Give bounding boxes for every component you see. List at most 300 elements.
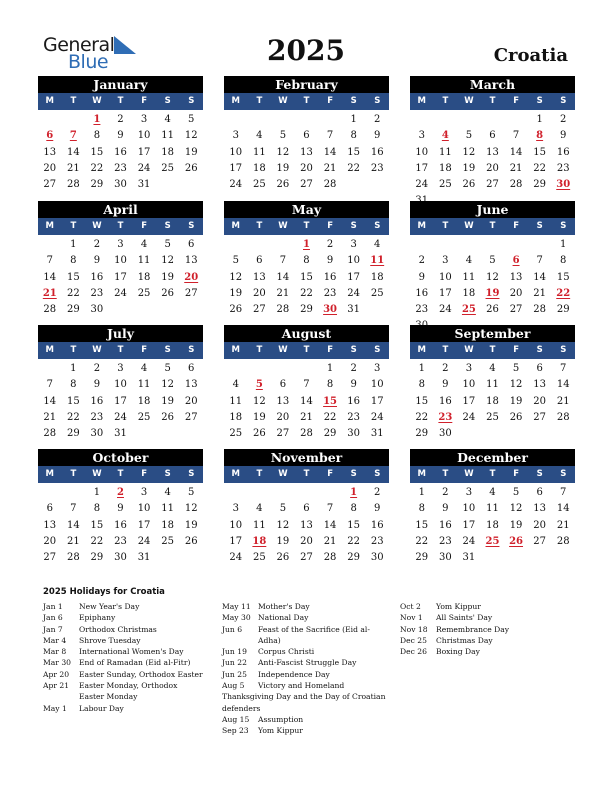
holiday-name: Boxing Day — [436, 647, 480, 657]
day-cell: 30 — [90, 428, 104, 440]
holiday-date: Apr 21 — [43, 681, 70, 691]
holiday-name: Feast of the Sacrifice (Eid al-Adha) — [258, 624, 370, 645]
brand-word-general: General — [43, 34, 115, 56]
empty-day-cell — [224, 112, 248, 128]
day-cell: 2 — [418, 255, 425, 267]
day-cell: 20 — [184, 395, 198, 407]
day-cell: 29 — [415, 428, 429, 440]
holiday-date: Mar 8 — [43, 647, 67, 657]
day-cell: 17 — [229, 162, 243, 174]
day-cell: 21 — [43, 411, 57, 423]
day-cell: 17 — [438, 287, 452, 299]
day-cell: 12 — [276, 146, 290, 158]
day-cell: 25 — [486, 411, 499, 423]
day-cell: 13 — [486, 146, 499, 158]
day-cell: 7 — [303, 379, 310, 391]
weekday-label: F — [513, 221, 519, 231]
day-cell: 12 — [184, 503, 198, 515]
day-cell: 21 — [300, 411, 313, 423]
weekday-label: T — [489, 345, 496, 355]
weekday-label: W — [92, 96, 102, 106]
empty-day-cell — [248, 112, 272, 128]
weekday-label: F — [141, 96, 147, 106]
holiday-entry — [400, 612, 565, 623]
month-august — [224, 325, 389, 442]
day-cell: 23 — [90, 287, 104, 299]
empty-day-cell — [38, 485, 62, 501]
weekday-label: W — [92, 345, 102, 355]
month-january — [38, 76, 203, 193]
day-cell: 27 — [533, 411, 546, 423]
day-cell: 28 — [66, 552, 80, 564]
month-title: May — [224, 201, 389, 218]
day-cell: 9 — [350, 379, 357, 391]
day-cell: 24 — [415, 179, 429, 191]
day-cell: 13 — [43, 519, 57, 531]
weekday-label: S — [350, 96, 357, 106]
day-cell: 6 — [256, 255, 263, 267]
holiday-name: International Women's Day — [79, 647, 184, 657]
holiday-date: Dec 25 — [400, 635, 427, 645]
day-cell: 9 — [117, 503, 124, 515]
holiday-date: Jun 25 — [222, 669, 247, 679]
holiday-day-cell: 7 — [69, 130, 77, 142]
day-cell: 10 — [229, 146, 243, 158]
day-cell: 25 — [252, 179, 266, 191]
day-cell: 24 — [462, 535, 476, 547]
day-cell: 9 — [93, 255, 101, 267]
weekday-label: T — [303, 221, 310, 231]
day-cell: 7 — [512, 130, 520, 142]
day-cell: 21 — [556, 395, 570, 407]
day-cell: 10 — [114, 379, 127, 391]
weekday-label: S — [188, 96, 195, 106]
holiday-day-cell: 25 — [461, 304, 476, 316]
day-cell: 13 — [300, 519, 313, 531]
day-cell: 20 — [509, 287, 523, 299]
empty-day-cell — [62, 112, 86, 128]
day-cell: 4 — [489, 363, 496, 374]
day-cell: 15 — [90, 519, 104, 531]
day-cell: 14 — [509, 146, 523, 158]
day-cell: 18 — [370, 271, 384, 283]
weekday-label: S — [374, 96, 381, 106]
day-cell: 26 — [161, 411, 174, 423]
day-grid — [410, 361, 575, 442]
day-cell: 11 — [161, 503, 174, 515]
weekday-header — [410, 93, 575, 110]
day-cell: 27 — [300, 552, 313, 564]
day-cell: 29 — [300, 304, 313, 316]
month-title: April — [38, 201, 203, 218]
day-cell: 22 — [415, 535, 429, 547]
empty-day-cell — [248, 237, 272, 253]
holiday-entry — [43, 657, 203, 668]
day-cell: 16 — [90, 395, 104, 407]
holiday-name: Epiphany — [79, 613, 116, 623]
empty-day-cell — [38, 237, 62, 253]
weekday-label: W — [278, 221, 288, 231]
weekday-label: S — [374, 221, 381, 231]
weekday-label: F — [141, 469, 147, 479]
day-cell: 18 — [161, 146, 174, 158]
empty-day-cell — [224, 485, 248, 501]
day-cell: 8 — [303, 255, 310, 267]
day-cell: 31 — [114, 428, 127, 440]
holiday-name: Orthodox Christmas — [79, 624, 157, 634]
empty-day-cell — [295, 485, 319, 501]
day-cell: 28 — [323, 552, 337, 564]
day-cell: 20 — [533, 395, 546, 407]
day-cell: 24 — [438, 304, 452, 316]
day-cell: 3 — [465, 363, 473, 374]
day-cell: 2 — [442, 487, 449, 498]
day-cell: 3 — [140, 114, 148, 125]
day-cell: 15 — [347, 146, 360, 158]
day-grid — [38, 361, 203, 442]
weekday-header — [38, 342, 203, 359]
day-cell: 28 — [323, 179, 337, 191]
day-cell: 19 — [276, 535, 290, 547]
day-cell: 12 — [509, 379, 523, 391]
day-cell: 30 — [438, 428, 452, 440]
holiday-date: Aug 5 — [222, 681, 245, 691]
weekday-label: F — [327, 96, 333, 106]
holiday-name: Easter Sunday, Orthodox Easter — [79, 669, 203, 679]
weekday-label: S — [536, 469, 543, 479]
day-cell: 25 — [229, 428, 243, 440]
day-grid — [224, 485, 389, 566]
day-cell: 24 — [370, 411, 384, 423]
brand-triangle-icon — [114, 36, 136, 54]
day-cell: 5 — [164, 239, 171, 250]
weekday-label: S — [188, 345, 195, 355]
day-cell: 10 — [347, 255, 360, 267]
weekday-label: S — [536, 221, 543, 231]
day-cell: 14 — [300, 395, 313, 407]
day-cell: 12 — [229, 271, 243, 283]
day-cell: 2 — [93, 239, 101, 250]
holiday-entry — [222, 646, 392, 657]
day-cell: 2 — [442, 363, 449, 374]
day-cell: 4 — [140, 363, 148, 374]
day-cell: 14 — [66, 146, 80, 158]
day-cell: 8 — [560, 255, 567, 267]
day-cell: 19 — [161, 395, 174, 407]
day-cell: 19 — [276, 162, 290, 174]
empty-day-cell — [457, 112, 481, 128]
weekday-header — [410, 342, 575, 359]
day-cell: 14 — [533, 271, 546, 283]
holiday-date: Dec 26 — [400, 647, 427, 657]
day-cell: 16 — [347, 395, 360, 407]
day-cell: 13 — [43, 146, 57, 158]
day-cell: 5 — [279, 503, 287, 515]
day-cell: 25 — [137, 287, 151, 299]
weekday-label: M — [231, 345, 241, 355]
month-april — [38, 201, 203, 318]
weekday-label: S — [536, 345, 543, 355]
day-cell: 4 — [256, 503, 263, 515]
day-cell: 18 — [486, 395, 499, 407]
weekday-label: S — [164, 96, 171, 106]
weekday-label: T — [303, 469, 310, 479]
empty-day-cell — [434, 112, 458, 128]
weekday-label: F — [327, 469, 333, 479]
day-cell: 27 — [486, 179, 499, 191]
day-cell: 27 — [184, 411, 198, 423]
day-cell: 21 — [276, 287, 290, 299]
day-cell: 15 — [556, 271, 570, 283]
header — [0, 0, 612, 73]
day-cell: 28 — [556, 535, 570, 547]
weekday-label: T — [489, 221, 496, 231]
month-title: June — [410, 201, 575, 218]
day-cell: 30 — [438, 552, 452, 564]
day-cell: 11 — [229, 395, 243, 407]
holiday-entry — [222, 669, 392, 680]
day-cell: 25 — [438, 179, 452, 191]
day-cell: 17 — [347, 271, 360, 283]
weekday-label: W — [92, 221, 102, 231]
weekday-label: W — [464, 221, 474, 231]
day-cell: 22 — [66, 287, 80, 299]
day-cell: 22 — [415, 411, 429, 423]
weekday-label: S — [560, 469, 567, 479]
holiday-entry — [222, 612, 392, 623]
day-cell: 16 — [114, 146, 127, 158]
holiday-entry — [400, 646, 565, 657]
day-cell: 2 — [374, 487, 381, 498]
empty-day-cell — [481, 237, 505, 253]
day-cell: 10 — [370, 379, 384, 391]
weekday-header — [224, 466, 389, 483]
day-cell: 14 — [43, 271, 57, 283]
holiday-day-cell: 2 — [117, 487, 124, 498]
day-cell: 23 — [347, 411, 360, 423]
day-cell: 12 — [161, 379, 174, 391]
day-cell: 28 — [43, 428, 57, 440]
day-cell: 7 — [279, 255, 287, 267]
holiday-day-cell: 1 — [303, 239, 310, 250]
empty-day-cell — [318, 112, 342, 128]
day-cell: 11 — [486, 379, 499, 391]
day-cell: 17 — [462, 519, 476, 531]
day-cell: 18 — [486, 519, 499, 531]
weekday-label: M — [45, 345, 55, 355]
holiday-entry — [400, 601, 565, 612]
holiday-date: Jun 6 — [222, 624, 243, 634]
day-cell: 15 — [347, 519, 360, 531]
weekday-header — [38, 218, 203, 235]
day-cell: 7 — [70, 503, 77, 515]
day-cell: 10 — [438, 271, 452, 283]
holiday-day-cell: 8 — [536, 130, 544, 142]
weekday-label: F — [141, 345, 147, 355]
holiday-day-cell: 1 — [93, 114, 101, 125]
weekday-label: T — [256, 221, 263, 231]
day-cell: 1 — [70, 363, 77, 374]
day-cell: 17 — [229, 535, 243, 547]
holiday-name: Victory and Homeland — [258, 681, 345, 691]
day-cell: 16 — [114, 519, 127, 531]
holiday-name: Yom Kippur — [436, 602, 481, 611]
day-cell: 22 — [300, 287, 313, 299]
weekday-label: S — [350, 469, 357, 479]
month-october — [38, 449, 203, 566]
day-cell: 9 — [442, 379, 449, 391]
day-cell: 24 — [137, 162, 151, 174]
holiday-day-cell: 23 — [438, 411, 453, 423]
holiday-name: Remembrance Day — [436, 624, 510, 634]
day-cell: 27 — [300, 179, 313, 191]
holiday-entry — [43, 601, 203, 612]
holiday-day-cell: 6 — [512, 255, 520, 267]
day-cell: 15 — [533, 146, 546, 158]
month-july — [38, 325, 203, 442]
holiday-day-cell: 15 — [323, 395, 338, 407]
day-cell: 20 — [43, 162, 57, 174]
day-cell: 6 — [489, 130, 496, 142]
weekday-label: T — [442, 345, 449, 355]
day-cell: 14 — [276, 271, 290, 283]
holiday-name: Mother's Day — [258, 602, 310, 611]
day-cell: 11 — [252, 146, 266, 158]
holiday-date: Oct 2 — [400, 602, 421, 611]
day-cell: 19 — [184, 519, 198, 531]
weekday-label: F — [513, 469, 519, 479]
day-cell: 19 — [184, 146, 198, 158]
day-cell: 19 — [161, 271, 174, 283]
weekday-label: W — [464, 345, 474, 355]
day-cell: 2 — [93, 363, 101, 374]
day-cell: 27 — [252, 304, 266, 316]
holiday-name: Thanksgiving Day and the Day of Croatian defenders — [222, 692, 386, 713]
day-cell: 28 — [276, 304, 290, 316]
weekday-header — [224, 93, 389, 110]
weekday-label: F — [327, 221, 333, 231]
day-cell: 4 — [140, 239, 148, 250]
day-cell: 17 — [114, 271, 127, 283]
day-cell: 9 — [374, 130, 381, 142]
day-cell: 22 — [323, 411, 337, 423]
weekday-label: S — [560, 96, 567, 106]
day-cell: 9 — [374, 503, 381, 515]
day-cell: 27 — [276, 428, 290, 440]
empty-day-cell — [504, 112, 528, 128]
day-cell: 10 — [415, 146, 429, 158]
month-title: August — [224, 325, 389, 342]
day-cell: 22 — [347, 162, 360, 174]
day-cell: 23 — [556, 162, 570, 174]
day-cell: 10 — [462, 503, 476, 515]
day-cell: 16 — [370, 519, 384, 531]
empty-day-cell — [410, 237, 434, 253]
page-title-year: 2025 — [267, 34, 345, 67]
day-grid — [410, 112, 575, 210]
day-cell: 2 — [117, 114, 124, 125]
day-cell: 8 — [350, 503, 357, 515]
day-cell: 29 — [323, 428, 337, 440]
day-cell: 22 — [533, 162, 546, 174]
day-cell: 17 — [137, 146, 151, 158]
day-cell: 21 — [323, 162, 337, 174]
holiday-entry — [43, 635, 203, 646]
weekday-label: F — [327, 345, 333, 355]
day-cell: 5 — [489, 255, 496, 267]
day-cell: 8 — [70, 379, 77, 391]
weekday-label: T — [442, 96, 449, 106]
weekday-label: W — [278, 345, 288, 355]
day-cell: 22 — [90, 535, 104, 547]
holiday-day-cell: 1 — [350, 487, 358, 498]
holiday-name: Yom Kippur — [258, 726, 303, 736]
holiday-entry — [222, 714, 392, 725]
day-grid — [224, 112, 389, 193]
weekday-label: F — [141, 221, 147, 231]
day-cell: 15 — [66, 271, 80, 283]
day-cell: 25 — [161, 162, 174, 174]
day-cell: 18 — [252, 162, 266, 174]
holiday-date: Sep 23 — [222, 726, 249, 736]
day-cell: 26 — [509, 411, 523, 423]
day-cell: 5 — [512, 487, 520, 498]
day-cell: 31 — [370, 428, 384, 440]
empty-day-cell — [271, 112, 295, 128]
holiday-day-cell: 18 — [252, 535, 267, 547]
day-cell: 21 — [66, 162, 80, 174]
day-cell: 21 — [533, 287, 546, 299]
day-cell: 9 — [442, 503, 449, 515]
day-cell: 25 — [137, 411, 151, 423]
weekday-label: T — [256, 96, 263, 106]
holiday-date: Jan 1 — [43, 602, 63, 611]
day-cell: 6 — [188, 239, 195, 250]
day-cell: 22 — [90, 162, 104, 174]
day-cell: 26 — [276, 552, 290, 564]
day-cell: 4 — [374, 239, 381, 250]
day-cell: 19 — [252, 411, 266, 423]
holiday-name: Christmas Day — [436, 635, 493, 645]
day-cell: 21 — [323, 535, 337, 547]
day-cell: 10 — [229, 519, 243, 531]
day-cell: 9 — [326, 255, 334, 267]
weekday-label: M — [45, 96, 55, 106]
day-cell: 20 — [486, 162, 499, 174]
holiday-entry — [43, 703, 203, 714]
day-cell: 11 — [438, 146, 452, 158]
day-cell: 12 — [509, 503, 523, 515]
month-title: December — [410, 449, 575, 466]
weekday-label: T — [70, 221, 77, 231]
day-cell: 13 — [509, 271, 523, 283]
day-cell: 1 — [560, 239, 567, 250]
holiday-entry — [43, 669, 203, 680]
day-cell: 14 — [66, 519, 80, 531]
day-cell: 3 — [418, 130, 425, 142]
holidays-title: 2025 Holidays for Croatia — [43, 587, 165, 597]
day-cell: 1 — [326, 363, 334, 374]
weekday-label: W — [464, 96, 474, 106]
day-cell: 3 — [465, 487, 473, 498]
holiday-entry — [43, 624, 203, 635]
day-cell: 15 — [415, 519, 429, 531]
weekday-label: T — [256, 345, 263, 355]
day-cell: 18 — [462, 287, 476, 299]
holiday-name: All Saints' Day — [436, 613, 493, 623]
day-cell: 25 — [252, 552, 266, 564]
holiday-day-cell: 4 — [441, 130, 449, 142]
